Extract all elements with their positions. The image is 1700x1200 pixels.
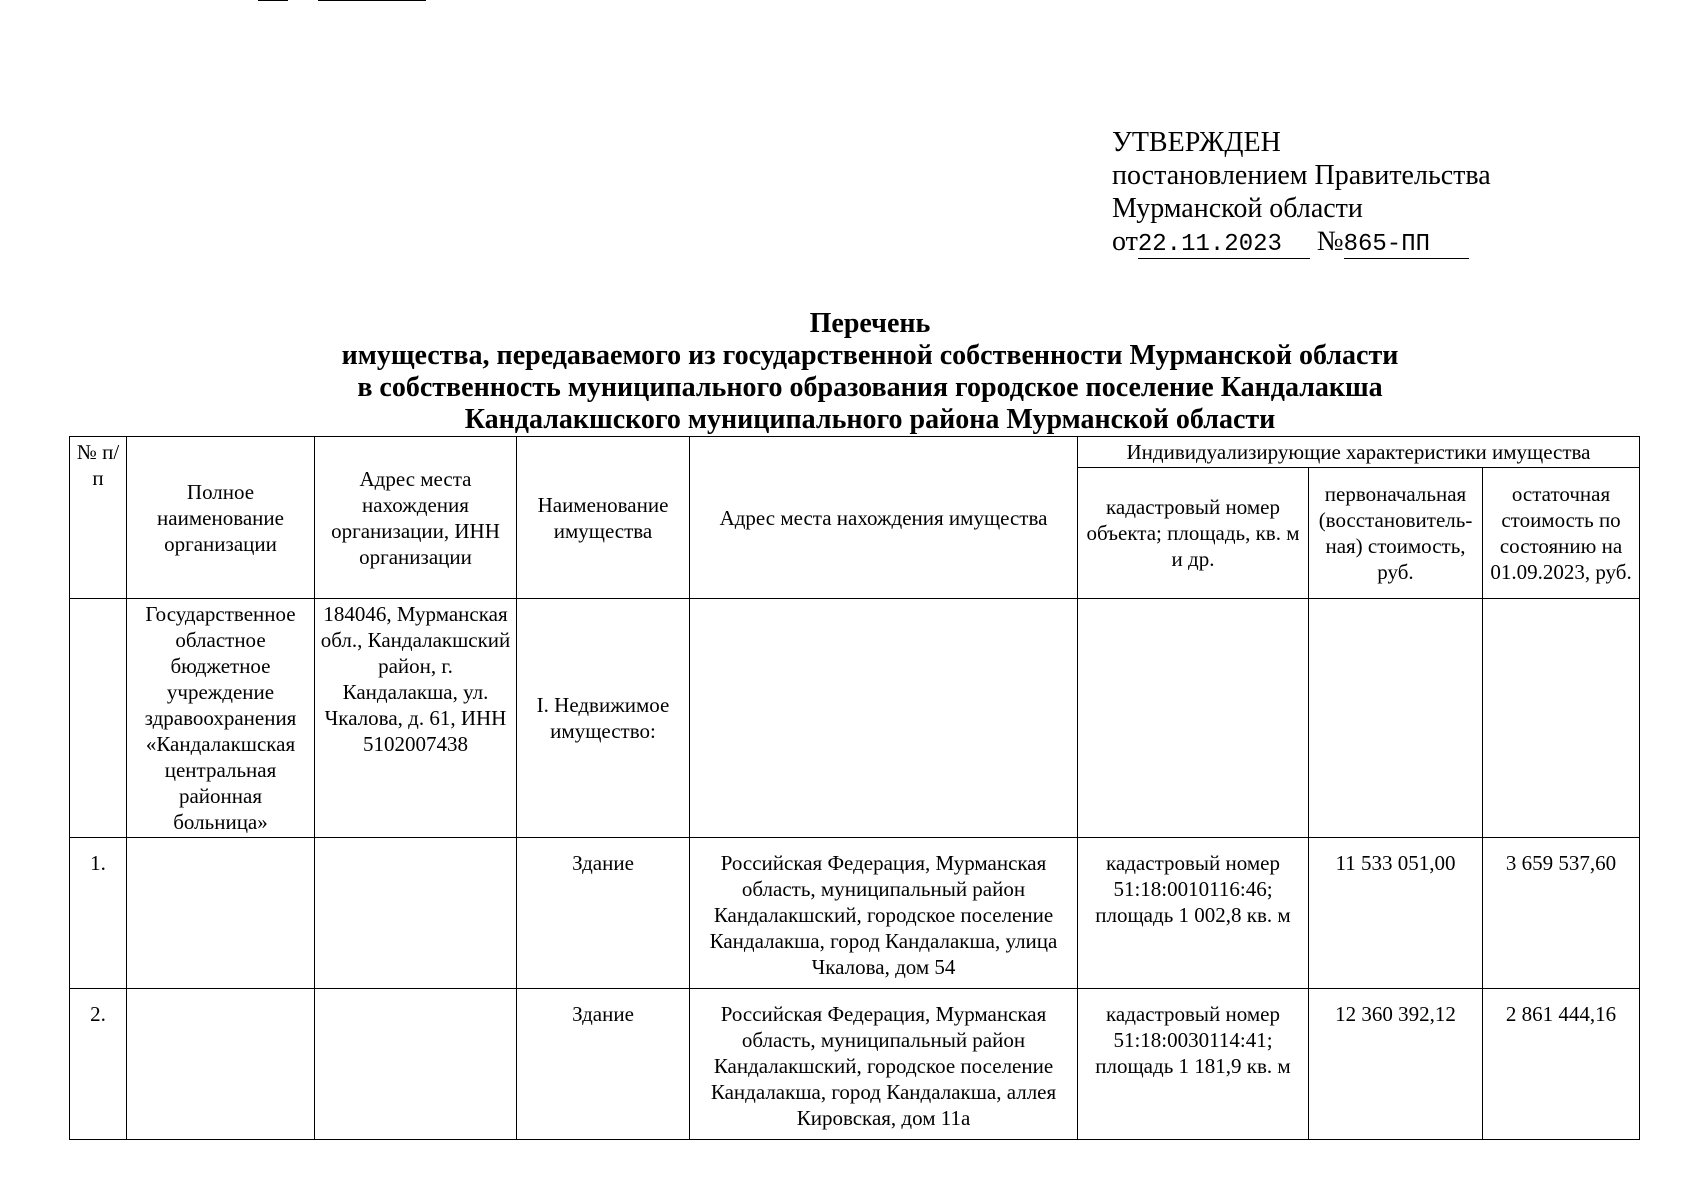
row-num: 1.: [70, 838, 127, 989]
property-address: Российская Федерация, Мурманская область, муниципальный район Кандалакшский, городское поселение Кандалакша, город Кандалакша, улица Чкалова, дом 54: [690, 838, 1078, 989]
header-org-name: Полное наименование организации: [127, 437, 315, 599]
org-name-cell: Государственное областное бюджетное учреждение здравоохранения «Кандалакшская центральная районная больница»: [127, 599, 315, 838]
document-title: [70, 308, 1670, 436]
header-residual-cost: остаточная стоимость по состоянию на 01.09.2023, руб.: [1483, 468, 1640, 599]
org-address-cell: 184046, Мурманская обл., Кандалакшский район, г. Кандалакша, ул. Чкалова, д. 61, ИНН 5102007438: [315, 599, 517, 838]
table-cell: [127, 838, 315, 989]
header-org-address: Адрес места нахождения организации, ИНН организации: [315, 437, 517, 599]
scan-mark: [318, 0, 426, 1]
table-row: [70, 989, 1640, 1140]
title-line: Кандалакшского муниципального района Мурманской области: [464, 404, 1276, 435]
property-name: Здание: [517, 989, 690, 1140]
initial-cost: 11 533 051,00: [1309, 838, 1483, 989]
approval-heading: УТВЕРЖДЕН: [1112, 127, 1281, 158]
property-address: Российская Федерация, Мурманская область, муниципальный район Кандалакшский, городское поселение Кандалакша, город Кандалакша, аллея Кировская, дом 11а: [690, 989, 1078, 1140]
approval-stamp: [1112, 126, 1491, 259]
header-cadastral: кадастровый номер объекта; площадь, кв. м и др.: [1078, 468, 1309, 599]
table-cell: [315, 989, 517, 1140]
table-cell: [1483, 599, 1640, 838]
table-row: [70, 838, 1640, 989]
residual-cost: 2 861 444,16: [1483, 989, 1640, 1140]
property-table: [69, 436, 1640, 1140]
table-cell: [1078, 599, 1309, 838]
header-num: № п/п: [70, 437, 127, 599]
number-prefix: №: [1316, 226, 1344, 257]
title-line: имущества, передаваемого из государственной собственности Мурманской области: [341, 340, 1399, 371]
approval-date: 22.11.2023: [1138, 232, 1310, 259]
approval-line: постановлением Правительства: [1112, 160, 1491, 191]
header-characteristics-group: Индивидуализирующие характеристики имущества: [1078, 437, 1640, 468]
approval-number: 865-ПП: [1344, 232, 1469, 259]
header-initial-cost: первоначальная (восстановитель-ная) стоимость, руб.: [1309, 468, 1483, 599]
header-property-address: Адрес места нахождения имущества: [690, 437, 1078, 599]
approval-date-line: [1112, 225, 1491, 259]
initial-cost: 12 360 392,12: [1309, 989, 1483, 1140]
title-line: в собственность муниципального образования городское поселение Кандалакша: [357, 372, 1383, 403]
table-cell: [690, 599, 1078, 838]
table-cell: [70, 599, 127, 838]
row-num: 2.: [70, 989, 127, 1140]
header-property-name: Наименование имущества: [517, 437, 690, 599]
approval-line: Мурманской области: [1112, 193, 1363, 224]
scan-mark: [258, 0, 288, 1]
title-line: Перечень: [809, 308, 931, 339]
property-name: Здание: [517, 838, 690, 989]
date-prefix: от: [1112, 226, 1138, 257]
section-heading: I. Недвижимое имущество:: [517, 599, 690, 838]
residual-cost: 3 659 537,60: [1483, 838, 1640, 989]
table-cell: [127, 989, 315, 1140]
cadastral-info: кадастровый номер 51:18:0030114:41; площадь 1 181,9 кв. м: [1078, 989, 1309, 1140]
org-row: [70, 599, 1640, 838]
table-cell: [315, 838, 517, 989]
cadastral-info: кадастровый номер 51:18:0010116:46; площадь 1 002,8 кв. м: [1078, 838, 1309, 989]
table-cell: [1309, 599, 1483, 838]
header-row: [70, 437, 1640, 468]
